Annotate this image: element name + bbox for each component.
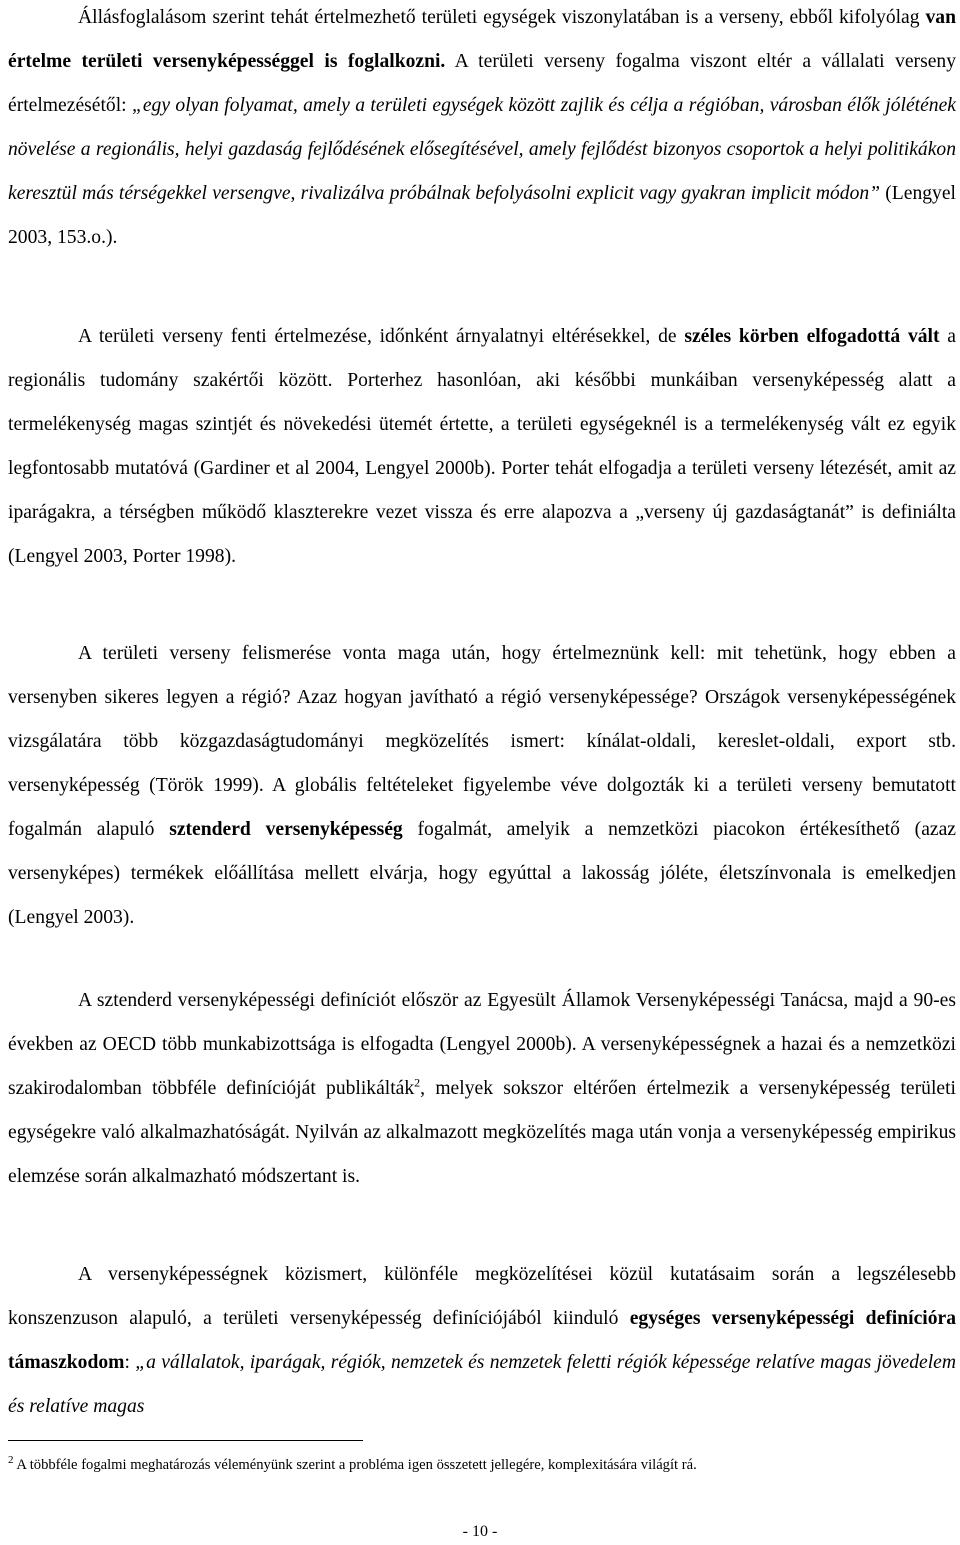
p3-bold-text: sztenderd versenyképesség [169,819,403,840]
footnote [8,1450,956,1475]
paragraph-2 [8,315,956,579]
footnote-text: A többféle fogalmi meghatározás véleményünk szerint a probléma igen összetett jellegére, komplexitására világít rá. [13,1456,697,1473]
p2-bold-text: széles körben elfogadottá vált [684,326,940,347]
footnote-number: 2 [8,1454,14,1466]
p5-quote: „a vállalatok, iparágak, régiók, nemzetek és nemzetek feletti régiók képessége relatíve magas jövedelem és relatíve magas [8,1352,956,1417]
p2-text: A területi verseny fenti értelmezése, időnként árnyalatnyi eltérésekkel, de [78,326,685,347]
paragraph-1 [8,0,956,260]
p1-quote: „egy olyan folyamat, amely a területi egységek között zajlik és célja a régióban, városban élők jólétének növelése a regionális, helyi gazdaság fejlődésének elősegítésével, amely fejlődést bizonyos csoportok a helyi politikákon keresztül más térségekkel versengve, rivalizálva próbálnak befolyásolni explicit vagy gyakran implicit módon” [8,95,956,204]
p4-text-2: , melyek sokszor eltérően értelmezik a versenyképesség területi egységekre való alkalmazhatóságát. Nyilván az alkalmazott megközelítés maga után vonja a versenyképesség empirikus elemzése során alkalmazható módszertant is. [8,1078,956,1187]
p3-text-2: fogalmát, amelyik a nemzetközi piacokon értékesíthető (azaz versenyképes) termékek előállítása mellett elvárja, hogy egyúttal a lakosság jóléte, életszínvonala is emelkedjen (Lengyel 2003). [8,819,956,928]
p1-text-2: A területi verseny fogalma viszont eltér a vállalati verseny értelmezésétől: [8,51,956,116]
p3-text: A területi verseny felismerése vonta maga után, hogy értelmeznünk kell: mit tehetünk, hogy ebben a versenyben sikeres legyen a régió? Azaz hogyan javítható a régió versenyképessége? Országok versenyképességének vizsgálatára több közgazdaságtudományi megközelítés ismert: kínálat-oldali, kereslet-oldali, export stb. versenyképesség (Török 1999). A globális feltételeket figyelembe véve dolgozták ki a területi verseny bemutatott fogalmán alapuló [8,643,956,840]
p4-text: A sztenderd versenyképességi definíciót először az Egyesült Államok Versenyképességi Tanácsa, majd a 90-es években az OECD több munkabizottsága is elfogadta (Lengyel 2000b). A versenyképességnek a hazai és a nemzetközi szakirodalomban többféle definícióját publikálták [8,990,956,1099]
p5-text-2: : [124,1352,136,1373]
p1-citation: (Lengyel 2003, 153.o.). [8,183,956,248]
p5-text: A versenyképességnek közismert, különféle megközelítései közül kutatásaim során a legszélesebb konszenzuson alapuló, a területi versenyképesség definíciójából kiinduló [8,1264,956,1329]
paragraph-3 [8,632,956,940]
paragraph-4 [8,979,956,1199]
p2-text-2: a regionális tudomány szakértői között. Porterhez hasonlóan, aki későbbi munkáiban versenyképesség alatt a termelékenység magas szintjét és növekedési ütemét értette, a területi egységeknél is a termelékenység vált ez egyik legfontosabb mutatóvá (Gardiner et al 2004, Lengyel 2000b). Porter tehát elfogadja a területi verseny létezését, amit az iparágakra, a térségben működő klaszterekre vezet vissza és erre alapozva a „verseny új gazdaságtanát” is definiálta (Lengyel 2003, Porter 1998). [8,326,956,567]
p1-bold-text: van értelme területi versenyképességgel is foglalkozni. [8,7,956,72]
p1-text: Állásfoglalásom szerint tehát értelmezhető területi egységek viszonylatában is a verseny, ebből kifolyólag [78,7,926,28]
footnote-divider [8,1440,363,1441]
p5-bold-text: egységes versenyképességi definícióra támaszkodom [8,1308,957,1373]
page-number: - 10 - [462,1523,498,1540]
paragraph-5 [8,1253,956,1429]
footnote-reference[interactable]: 2 [414,1075,421,1090]
